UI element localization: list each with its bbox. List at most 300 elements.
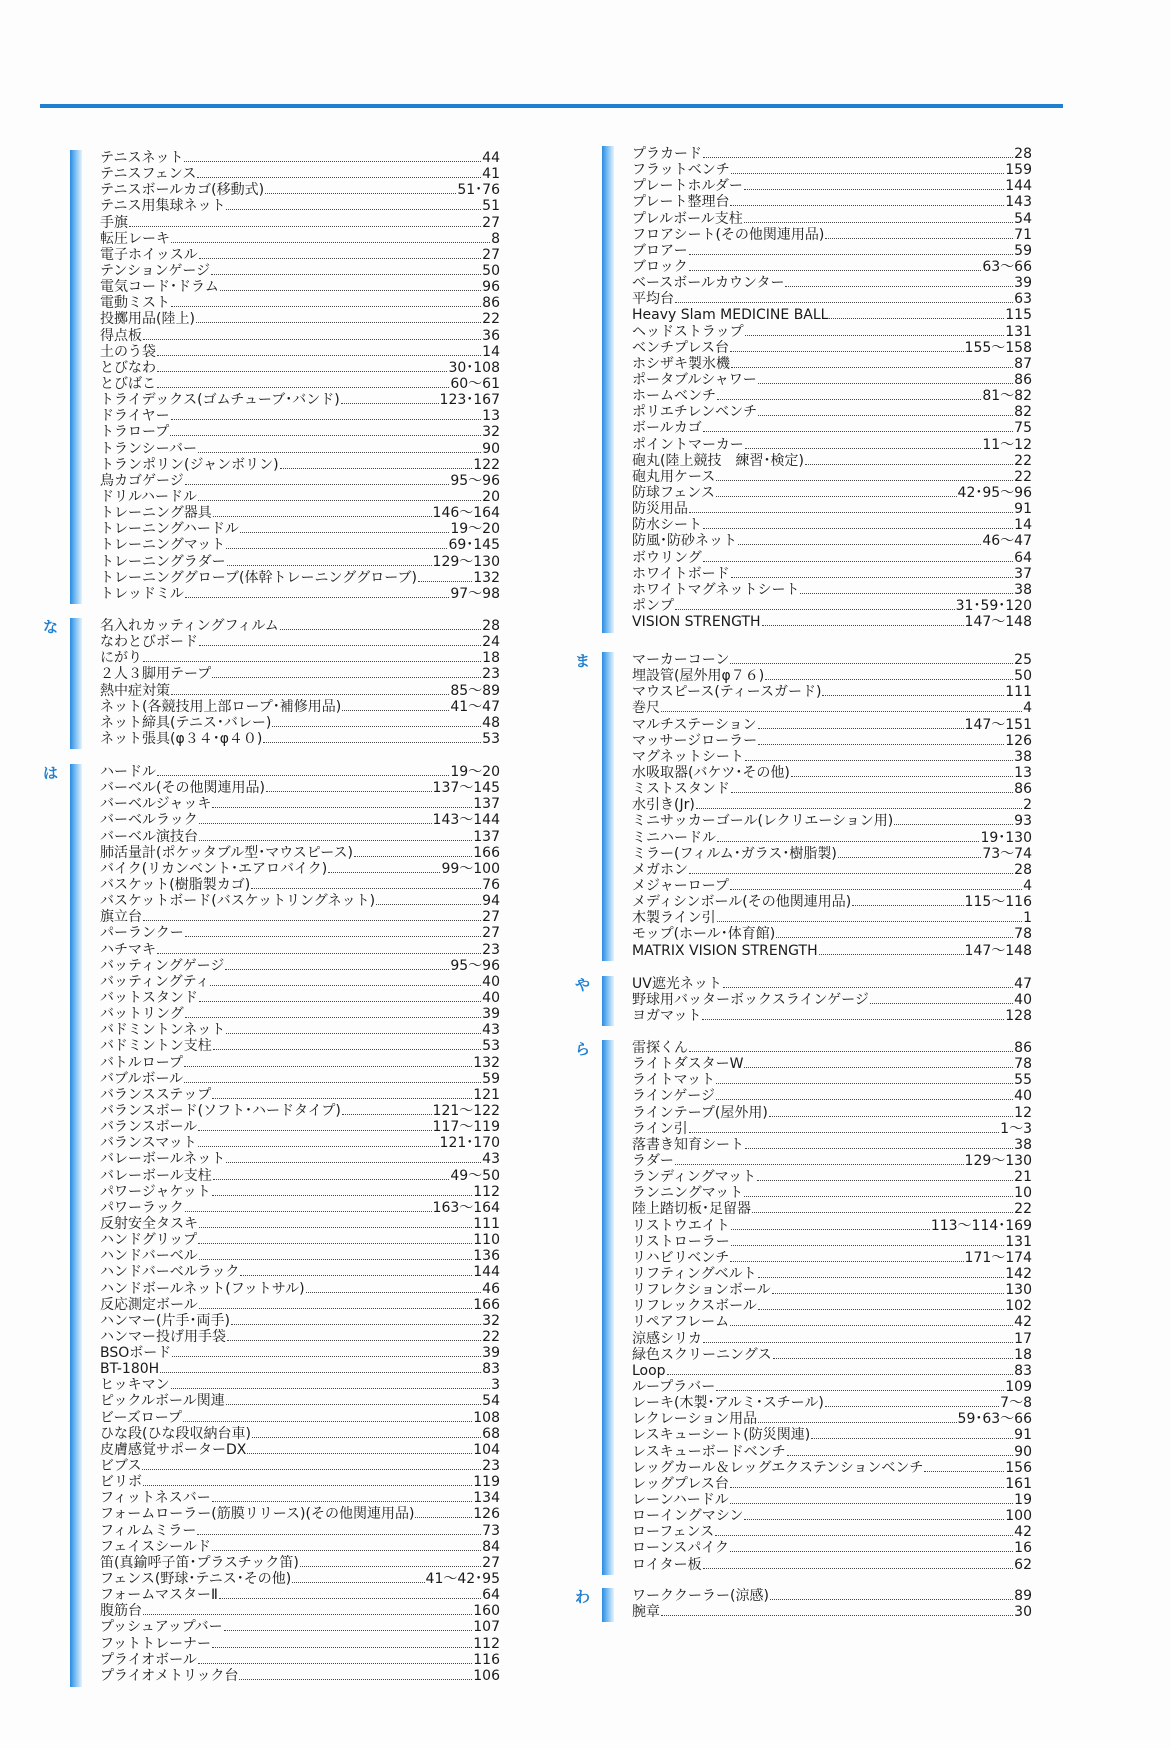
entry-list bbox=[100, 618, 500, 747]
dot-leader bbox=[924, 1471, 1004, 1472]
entry-page: 132 bbox=[473, 1054, 500, 1071]
dot-leader bbox=[730, 1325, 1013, 1326]
index-entry bbox=[100, 877, 500, 893]
dot-leader bbox=[415, 1517, 472, 1518]
index-entry bbox=[100, 1619, 500, 1635]
entry-name: ポリエチレンベンチ bbox=[632, 404, 758, 421]
entry-name: テニスボールカゴ(移動式) bbox=[100, 182, 265, 199]
index-entry bbox=[632, 146, 1032, 162]
index-entry bbox=[100, 780, 500, 796]
index-entry bbox=[100, 683, 500, 699]
entry-page: 25 bbox=[1014, 652, 1032, 668]
entry-name: バトルロープ bbox=[100, 1054, 184, 1071]
dot-leader bbox=[773, 1358, 1014, 1359]
dot-leader bbox=[226, 548, 447, 549]
entry-page: 121 bbox=[473, 1086, 500, 1103]
dot-leader bbox=[184, 161, 481, 162]
index-entry bbox=[100, 731, 500, 747]
entry-page: 28 bbox=[1014, 861, 1032, 878]
dot-leader bbox=[212, 807, 472, 808]
index-entry bbox=[632, 1524, 1032, 1540]
entry-page: 16 bbox=[1014, 1540, 1032, 1557]
dot-leader bbox=[226, 1162, 481, 1163]
index-entry bbox=[632, 598, 1032, 614]
dot-leader bbox=[800, 593, 1013, 594]
entry-page: 27 bbox=[482, 214, 500, 231]
dot-leader bbox=[341, 403, 439, 404]
dot-leader bbox=[210, 985, 481, 986]
entry-page: 14 bbox=[482, 343, 500, 360]
entry-page: 43 bbox=[482, 1151, 500, 1168]
index-entry bbox=[632, 781, 1032, 797]
index-entry bbox=[100, 861, 500, 877]
dot-leader bbox=[787, 1455, 1014, 1456]
index-entry bbox=[632, 356, 1032, 372]
index-entry bbox=[632, 1282, 1032, 1298]
dot-leader bbox=[703, 561, 1013, 562]
dot-leader bbox=[142, 1469, 481, 1470]
entry-page: 147〜148 bbox=[964, 942, 1032, 959]
index-entry bbox=[632, 992, 1032, 1008]
entry-page: 94 bbox=[482, 893, 500, 910]
entry-page: 137 bbox=[473, 796, 500, 813]
entry-page: 112 bbox=[473, 1183, 500, 1200]
entry-name: ミニハードル bbox=[632, 829, 716, 846]
entry-name: ミラー(フィルム･ガラス･樹脂製) bbox=[632, 845, 837, 862]
dot-leader bbox=[342, 710, 449, 711]
entry-name: 得点板 bbox=[100, 327, 142, 344]
entry-page: 60〜61 bbox=[450, 375, 500, 392]
index-group bbox=[575, 652, 1032, 961]
dot-leader bbox=[197, 1534, 481, 1535]
entry-name: モップ(ホール･体育館) bbox=[632, 926, 776, 943]
dot-leader bbox=[894, 824, 1013, 825]
entry-page: 32 bbox=[482, 1312, 500, 1329]
dot-leader bbox=[703, 528, 1013, 529]
index-entry bbox=[100, 1071, 500, 1087]
dot-leader bbox=[703, 157, 1013, 158]
index-entry bbox=[100, 392, 500, 408]
dot-leader bbox=[758, 1309, 1004, 1310]
entry-name: ミニサッカーゴール(レクリエーション用) bbox=[632, 813, 894, 830]
entry-page: 93 bbox=[1014, 813, 1032, 830]
header-rule bbox=[40, 104, 1063, 108]
entry-name: バランスステップ bbox=[100, 1086, 212, 1103]
entry-page: 166 bbox=[473, 844, 500, 861]
index-entry bbox=[100, 1539, 500, 1555]
dot-leader bbox=[825, 1406, 999, 1407]
index-entry bbox=[632, 1588, 1032, 1604]
entry-name: 鳥カゴゲージ bbox=[100, 472, 184, 489]
entry-page: 64 bbox=[482, 1587, 500, 1604]
dot-leader bbox=[744, 222, 1013, 223]
dot-leader bbox=[745, 1148, 1013, 1149]
entry-page: 116 bbox=[473, 1651, 500, 1668]
entry-name: レッグプレス台 bbox=[632, 1475, 729, 1492]
index-entry bbox=[100, 1329, 500, 1345]
entry-page: 4 bbox=[1023, 700, 1032, 717]
index-entry bbox=[632, 846, 1032, 862]
index-entry bbox=[100, 1652, 500, 1668]
entry-name: テニスネット bbox=[100, 150, 184, 166]
dot-leader bbox=[143, 339, 481, 340]
entry-page: 28 bbox=[1014, 146, 1032, 162]
entry-page: 86 bbox=[1014, 1040, 1032, 1056]
index-entry bbox=[632, 162, 1032, 178]
entry-name: にがり bbox=[100, 650, 142, 667]
index-entry bbox=[100, 796, 500, 812]
index-entry bbox=[632, 749, 1032, 765]
entry-name: ハードル bbox=[100, 764, 156, 780]
entry-page: 112 bbox=[473, 1635, 500, 1652]
entry-name: レスキューボードベンチ bbox=[632, 1443, 786, 1460]
index-entry bbox=[100, 521, 500, 537]
dot-leader bbox=[731, 792, 1013, 793]
index-entry bbox=[100, 1410, 500, 1426]
index-entry bbox=[100, 634, 500, 650]
entry-page: 19〜20 bbox=[450, 521, 500, 538]
entry-name: バスケットボード(バスケットリングネット) bbox=[100, 893, 376, 910]
entry-name: トレッドミル bbox=[100, 585, 184, 602]
entry-page: 83 bbox=[1014, 1362, 1032, 1379]
entry-name: ヒッキマン bbox=[100, 1377, 170, 1394]
dot-leader bbox=[172, 1356, 481, 1357]
entry-page: 22 bbox=[482, 1328, 500, 1345]
entry-page: 86 bbox=[1014, 781, 1032, 798]
index-entry bbox=[632, 582, 1032, 598]
entry-name: ホームベンチ bbox=[632, 388, 716, 405]
dot-leader bbox=[143, 1485, 472, 1486]
entry-page: 166 bbox=[473, 1296, 500, 1313]
entry-page: 27 bbox=[482, 925, 500, 942]
entry-name: トラロープ bbox=[100, 424, 170, 441]
dot-leader bbox=[306, 1292, 482, 1293]
dot-leader bbox=[758, 415, 1013, 416]
dot-leader bbox=[811, 1438, 1013, 1439]
index-entry bbox=[100, 1555, 500, 1571]
index-entry bbox=[632, 797, 1032, 813]
entry-name: 転圧レーキ bbox=[100, 230, 170, 247]
entry-page: 122 bbox=[473, 456, 500, 473]
dot-leader bbox=[212, 1550, 481, 1551]
index-entry bbox=[632, 550, 1032, 566]
dot-leader bbox=[870, 1003, 1013, 1004]
entry-page: 36 bbox=[482, 327, 500, 344]
index-entry bbox=[632, 910, 1032, 926]
entry-page: 136 bbox=[473, 1248, 500, 1265]
entry-name: ネット締具(テニス･バレー) bbox=[100, 714, 272, 731]
kana-heading: ま bbox=[575, 652, 591, 670]
entry-page: 81〜82 bbox=[982, 388, 1032, 405]
entry-page: 8 bbox=[491, 230, 500, 247]
entry-name: ラインテープ(屋外用) bbox=[632, 1104, 768, 1121]
index-entry bbox=[100, 1393, 500, 1409]
entry-page: 22 bbox=[1014, 468, 1032, 485]
dot-leader bbox=[157, 387, 449, 388]
index-entry bbox=[632, 453, 1032, 469]
entry-page: 19･130 bbox=[980, 829, 1032, 846]
section-bar bbox=[602, 652, 614, 961]
entry-page: 38 bbox=[1014, 581, 1032, 598]
dot-leader bbox=[184, 1082, 481, 1083]
entry-name: 電子ホイッスル bbox=[100, 246, 198, 263]
section-bar bbox=[602, 146, 614, 633]
dot-leader bbox=[185, 1211, 432, 1212]
dot-leader bbox=[226, 1404, 481, 1405]
index-entry bbox=[100, 1490, 500, 1506]
entry-page: 23 bbox=[482, 941, 500, 958]
entry-name: フェイスシールド bbox=[100, 1538, 211, 1555]
entry-name: ホワイトマグネットシート bbox=[632, 581, 800, 598]
index-entry bbox=[100, 1248, 500, 1264]
entry-name: 旗立台 bbox=[100, 909, 142, 926]
entry-name: バッティングゲージ bbox=[100, 957, 225, 974]
dot-leader bbox=[211, 274, 481, 275]
entry-name: レッグカール＆レッグエクステンションベンチ bbox=[632, 1459, 924, 1476]
entry-page: 64 bbox=[1014, 549, 1032, 566]
index-entry bbox=[632, 1540, 1032, 1556]
entry-name: 陸上踏切板･足留器 bbox=[632, 1201, 751, 1218]
dot-leader bbox=[772, 1293, 1005, 1294]
dot-leader bbox=[342, 1114, 432, 1115]
index-entry bbox=[100, 829, 500, 845]
entry-list bbox=[100, 150, 500, 602]
entry-page: 109 bbox=[1005, 1378, 1032, 1395]
entry-name: フェンス(野球･テニス･その他) bbox=[100, 1571, 292, 1588]
index-entry bbox=[632, 1105, 1032, 1121]
entry-page: 62 bbox=[1014, 1556, 1032, 1573]
entry-page: 55 bbox=[1014, 1072, 1032, 1089]
dot-leader bbox=[731, 1245, 1005, 1246]
entry-page: 46 bbox=[482, 1280, 500, 1297]
entry-name: テニスフェンス bbox=[100, 166, 197, 183]
entry-page: 63〜66 bbox=[982, 258, 1032, 275]
index-entry bbox=[100, 586, 500, 602]
index-entry bbox=[632, 372, 1032, 388]
dot-leader bbox=[723, 987, 1013, 988]
index-entry bbox=[100, 893, 500, 909]
entry-page: 160 bbox=[473, 1603, 500, 1620]
index-entry bbox=[100, 812, 500, 828]
entry-page: 22 bbox=[482, 311, 500, 328]
entry-name: MATRIX VISION STRENGTH bbox=[632, 942, 818, 959]
dot-leader bbox=[758, 1277, 1005, 1278]
entry-page: 49〜50 bbox=[450, 1167, 500, 1184]
entry-name: バットリング bbox=[100, 1006, 184, 1023]
entry-page: 48 bbox=[482, 714, 500, 731]
entry-name: 反射安全タスキ bbox=[100, 1215, 198, 1232]
dot-leader bbox=[758, 1422, 956, 1423]
entry-name: 腹筋台 bbox=[100, 1603, 142, 1620]
entry-page: 13 bbox=[1014, 764, 1032, 781]
entry-name: ハンドボールネット(フットサル) bbox=[100, 1280, 305, 1297]
entry-name: リストウエイト bbox=[632, 1217, 730, 1234]
index-entry bbox=[100, 344, 500, 360]
entry-name: リハビリベンチ bbox=[632, 1249, 730, 1266]
dot-leader bbox=[689, 1132, 1000, 1133]
index-entry bbox=[632, 1153, 1032, 1169]
dot-leader bbox=[143, 1614, 472, 1615]
dot-leader bbox=[213, 516, 432, 517]
dot-leader bbox=[280, 629, 481, 630]
dot-leader bbox=[171, 419, 482, 420]
entry-page: 146〜164 bbox=[432, 505, 500, 522]
index-entry bbox=[100, 1006, 500, 1022]
entry-page: 54 bbox=[482, 1393, 500, 1410]
dot-leader bbox=[226, 209, 481, 210]
index-entry bbox=[632, 485, 1032, 501]
dot-leader bbox=[758, 383, 1013, 384]
dot-leader bbox=[328, 872, 440, 873]
dot-leader bbox=[703, 1342, 1013, 1343]
entry-name: ネット(各競技用上部ロープ･補修用品) bbox=[100, 698, 342, 715]
index-entry bbox=[100, 845, 500, 861]
entry-name: ブロック bbox=[632, 258, 688, 275]
index-entry bbox=[632, 340, 1032, 356]
dot-leader bbox=[239, 1679, 472, 1680]
entry-page: 51･76 bbox=[457, 182, 500, 199]
entry-name: ２人３脚用テープ bbox=[100, 666, 212, 683]
entry-name: ブロアー bbox=[632, 242, 688, 259]
index-entry bbox=[632, 1363, 1032, 1379]
entry-page: 28 bbox=[482, 618, 500, 634]
entry-name: BT-180H bbox=[100, 1361, 160, 1378]
entry-name: フットトレーナー bbox=[100, 1635, 212, 1652]
index-entry bbox=[100, 408, 500, 424]
entry-page: 99〜100 bbox=[441, 860, 500, 877]
entry-page: 22 bbox=[1014, 1201, 1032, 1218]
entry-name: トライデックス(ゴムチューブ･バンド) bbox=[100, 392, 340, 409]
entry-name: フロアシート(その他関連用品) bbox=[632, 226, 825, 243]
index-entry bbox=[100, 1668, 500, 1684]
dot-leader bbox=[240, 1275, 472, 1276]
entry-page: 41 bbox=[482, 166, 500, 183]
dot-leader bbox=[185, 1017, 481, 1018]
dot-leader bbox=[143, 920, 481, 921]
entry-page: 30･108 bbox=[448, 359, 500, 376]
index-entry bbox=[100, 1151, 500, 1167]
entry-page: 82 bbox=[1014, 404, 1032, 421]
dot-leader bbox=[212, 1647, 472, 1648]
index-entry bbox=[100, 925, 500, 941]
entry-name: 砲丸(陸上競技 練習･検定) bbox=[632, 452, 804, 469]
entry-page: 108 bbox=[473, 1409, 500, 1426]
index-entry bbox=[100, 182, 500, 198]
index-entry bbox=[632, 894, 1032, 910]
entry-page: 23 bbox=[482, 1458, 500, 1475]
dot-leader bbox=[213, 1049, 481, 1050]
dot-leader bbox=[758, 728, 964, 729]
entry-page: 163〜164 bbox=[432, 1199, 500, 1216]
entry-page: 134 bbox=[473, 1490, 500, 1507]
dot-leader bbox=[703, 431, 1013, 432]
index-entry bbox=[100, 1361, 500, 1377]
entry-page: 24 bbox=[482, 634, 500, 651]
entry-name: ハンマー(片手･両手) bbox=[100, 1312, 230, 1329]
dot-leader bbox=[738, 544, 981, 545]
entry-name: トレーニンググローブ(体幹トレーニンググローブ) bbox=[100, 569, 417, 586]
entry-page: 59 bbox=[1014, 242, 1032, 259]
dot-leader bbox=[129, 226, 481, 227]
index-entry bbox=[632, 1121, 1032, 1137]
section-bar bbox=[70, 150, 82, 604]
entry-list bbox=[632, 1040, 1032, 1573]
dot-leader bbox=[745, 760, 1013, 761]
dot-leader bbox=[157, 371, 447, 372]
index-entry bbox=[632, 1088, 1032, 1104]
index-group bbox=[592, 146, 1032, 633]
entry-page: 156 bbox=[1005, 1459, 1032, 1476]
entry-name: バーベル演技台 bbox=[100, 828, 198, 845]
index-entry bbox=[632, 1169, 1032, 1185]
entry-page: 147〜148 bbox=[964, 614, 1032, 631]
dot-leader bbox=[675, 609, 955, 610]
dot-leader bbox=[143, 661, 481, 662]
entry-page: 18 bbox=[482, 650, 500, 667]
index-entry bbox=[632, 878, 1032, 894]
entry-name: 雷探くん bbox=[632, 1040, 688, 1056]
entry-name: ラインゲージ bbox=[632, 1088, 716, 1105]
dot-leader bbox=[675, 302, 1013, 303]
entry-page: 104 bbox=[473, 1441, 500, 1458]
entry-name: ハチマキ bbox=[100, 941, 156, 958]
entry-page: 21 bbox=[1014, 1169, 1032, 1186]
dot-leader bbox=[247, 1453, 472, 1454]
index-entry bbox=[100, 1506, 500, 1522]
entry-name: マグネットシート bbox=[632, 748, 744, 765]
dot-leader bbox=[717, 399, 981, 400]
dot-leader bbox=[689, 512, 1013, 513]
entry-name: マルチステーション bbox=[632, 716, 757, 733]
entry-name: フォームローラー(筋膜リリース)(その他関連用品) bbox=[100, 1506, 415, 1523]
dot-leader bbox=[199, 1227, 472, 1228]
entry-page: 41〜47 bbox=[450, 698, 500, 715]
index-entry bbox=[632, 307, 1032, 323]
entry-page: 27 bbox=[482, 1554, 500, 1571]
index-entry bbox=[100, 1119, 500, 1135]
entry-name: ドライヤー bbox=[100, 408, 170, 425]
entry-page: 59 bbox=[482, 1070, 500, 1087]
entry-page: 91 bbox=[1014, 1427, 1032, 1444]
entry-page: 68 bbox=[482, 1425, 500, 1442]
dot-leader bbox=[185, 597, 449, 598]
entry-page: 129〜130 bbox=[432, 553, 500, 570]
dot-leader bbox=[376, 904, 481, 905]
entry-page: 119 bbox=[473, 1474, 500, 1491]
entry-page: 76 bbox=[482, 876, 500, 893]
entry-page: 17 bbox=[1014, 1330, 1032, 1347]
entry-page: 59･63〜66 bbox=[957, 1411, 1032, 1428]
dot-leader bbox=[744, 1519, 1004, 1520]
dot-leader bbox=[198, 1243, 472, 1244]
entry-name: 巻尺 bbox=[632, 700, 660, 717]
section-bar bbox=[602, 976, 614, 1026]
index-entry bbox=[632, 1557, 1032, 1573]
entry-name: マウスピース(ティースガード) bbox=[632, 684, 822, 701]
entry-name: バランスマット bbox=[100, 1135, 197, 1152]
entry-name: 電動ミスト bbox=[100, 295, 170, 312]
index-entry bbox=[100, 473, 500, 489]
entry-name: 水引き(Jr) bbox=[632, 797, 695, 814]
index-entry bbox=[632, 1201, 1032, 1217]
entry-page: 131 bbox=[1005, 323, 1032, 340]
dot-leader bbox=[199, 1308, 473, 1309]
dot-leader bbox=[227, 565, 432, 566]
entry-list bbox=[632, 652, 1032, 959]
entry-list bbox=[100, 764, 500, 1684]
index-entry bbox=[100, 570, 500, 586]
entry-page: 27 bbox=[482, 246, 500, 263]
